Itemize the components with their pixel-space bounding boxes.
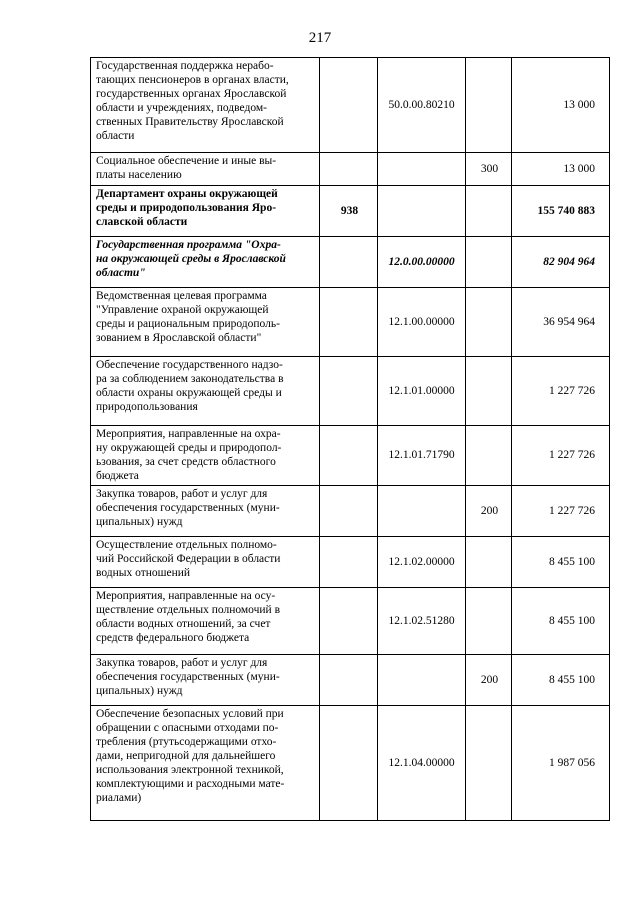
- target-code: 12.1.02.00000: [378, 537, 466, 588]
- expense-type-code: [466, 288, 512, 357]
- amount: 8 455 100: [512, 537, 610, 588]
- expense-type-code: [466, 58, 512, 153]
- row-name: Обеспечение безопасных условий при обращении с опасными отходами по- требления (ртутьсодержащими отхо- дами, непригодной для дальнейшего использования электронной техникой, комплектующими и расходными мате- риалами): [91, 706, 320, 821]
- amount: 1 227 726: [512, 357, 610, 426]
- admin-code: [320, 357, 378, 426]
- target-code: 12.1.02.51280: [378, 588, 466, 655]
- expense-type-code: [466, 706, 512, 821]
- page-number: 217: [308, 30, 332, 46]
- target-code: [378, 655, 466, 706]
- amount: 13 000: [512, 58, 610, 153]
- amount: 1 227 726: [512, 426, 610, 486]
- amount: 1 987 056: [512, 706, 610, 821]
- expense-type-code: [466, 237, 512, 288]
- target-code: 12.1.04.00000: [378, 706, 466, 821]
- target-code: 12.0.00.00000: [378, 237, 466, 288]
- table-row: [91, 186, 610, 237]
- expense-type-code: [466, 588, 512, 655]
- target-code: 12.1.01.71790: [378, 426, 466, 486]
- expense-type-code: 200: [466, 655, 512, 706]
- admin-code: [320, 706, 378, 821]
- amount: 82 904 964: [512, 237, 610, 288]
- table-row: [91, 288, 610, 357]
- target-code: 50.0.00.80210: [378, 58, 466, 153]
- admin-code: [320, 426, 378, 486]
- row-name: Осуществление отдельных полномо- чий Российской Федерации в области водных отношений: [91, 537, 320, 588]
- admin-code: [320, 237, 378, 288]
- table-row: [91, 153, 610, 186]
- target-code: [378, 486, 466, 537]
- amount: 155 740 883: [512, 186, 610, 237]
- target-code: 12.1.00.00000: [378, 288, 466, 357]
- expense-type-code: [466, 357, 512, 426]
- table-row: [91, 588, 610, 655]
- target-code: 12.1.01.00000: [378, 357, 466, 426]
- amount: 1 227 726: [512, 486, 610, 537]
- row-name: Закупка товаров, работ и услуг для обеспечения государственных (муни- ципальных) нужд: [91, 655, 320, 706]
- admin-code: [320, 588, 378, 655]
- admin-code: [320, 288, 378, 357]
- admin-code: [320, 537, 378, 588]
- table-row: [91, 426, 610, 486]
- admin-code: [320, 655, 378, 706]
- table-row: [91, 486, 610, 537]
- admin-code: [320, 486, 378, 537]
- row-name: Мероприятия, направленные на осу- ществление отдельных полномочий в области водных отношений, за счет средств федерального бюджета: [91, 588, 320, 655]
- table-row: [91, 357, 610, 426]
- row-name: Обеспечение государственного надзо- ра за соблюдением законодательства в области охраны окружающей среды и природопользования: [91, 357, 320, 426]
- budget-table: [90, 57, 610, 821]
- row-name: Государственная поддержка нерабо- тающих пенсионеров в органах власти, государственных органах Ярославской области и учреждениях, подведом- ственных Правительству Ярославской области: [91, 58, 320, 153]
- row-name: Закупка товаров, работ и услуг для обеспечения государственных (муни- ципальных) нужд: [91, 486, 320, 537]
- row-name: Ведомственная целевая программа "Управление охраной окружающей среды и рациональным природополь- зованием в Ярославской области": [91, 288, 320, 357]
- admin-code: [320, 58, 378, 153]
- amount: 8 455 100: [512, 588, 610, 655]
- table-row: [91, 537, 610, 588]
- expense-type-code: 200: [466, 486, 512, 537]
- amount: 36 954 964: [512, 288, 610, 357]
- table-body: [91, 58, 610, 821]
- expense-type-code: 300: [466, 153, 512, 186]
- table-row: [91, 237, 610, 288]
- amount: 13 000: [512, 153, 610, 186]
- row-name: Департамент охраны окружающей среды и природопользования Яро- славской области: [91, 186, 320, 237]
- expense-type-code: [466, 426, 512, 486]
- target-code: [378, 153, 466, 186]
- expense-type-code: [466, 537, 512, 588]
- expense-type-code: [466, 186, 512, 237]
- admin-code: [320, 153, 378, 186]
- admin-code: 938: [320, 186, 378, 237]
- table-row: [91, 58, 610, 153]
- row-name: Мероприятия, направленные на охра- ну окружающей среды и природопол- ьзования, за счет средств областного бюджета: [91, 426, 320, 486]
- amount: 8 455 100: [512, 655, 610, 706]
- table-row: [91, 706, 610, 821]
- row-name: Государственная программа "Охра- на окружающей среды в Ярославской области": [91, 237, 320, 288]
- table-row: [91, 655, 610, 706]
- row-name: Социальное обеспечение и иные вы- платы населению: [91, 153, 320, 186]
- target-code: [378, 186, 466, 237]
